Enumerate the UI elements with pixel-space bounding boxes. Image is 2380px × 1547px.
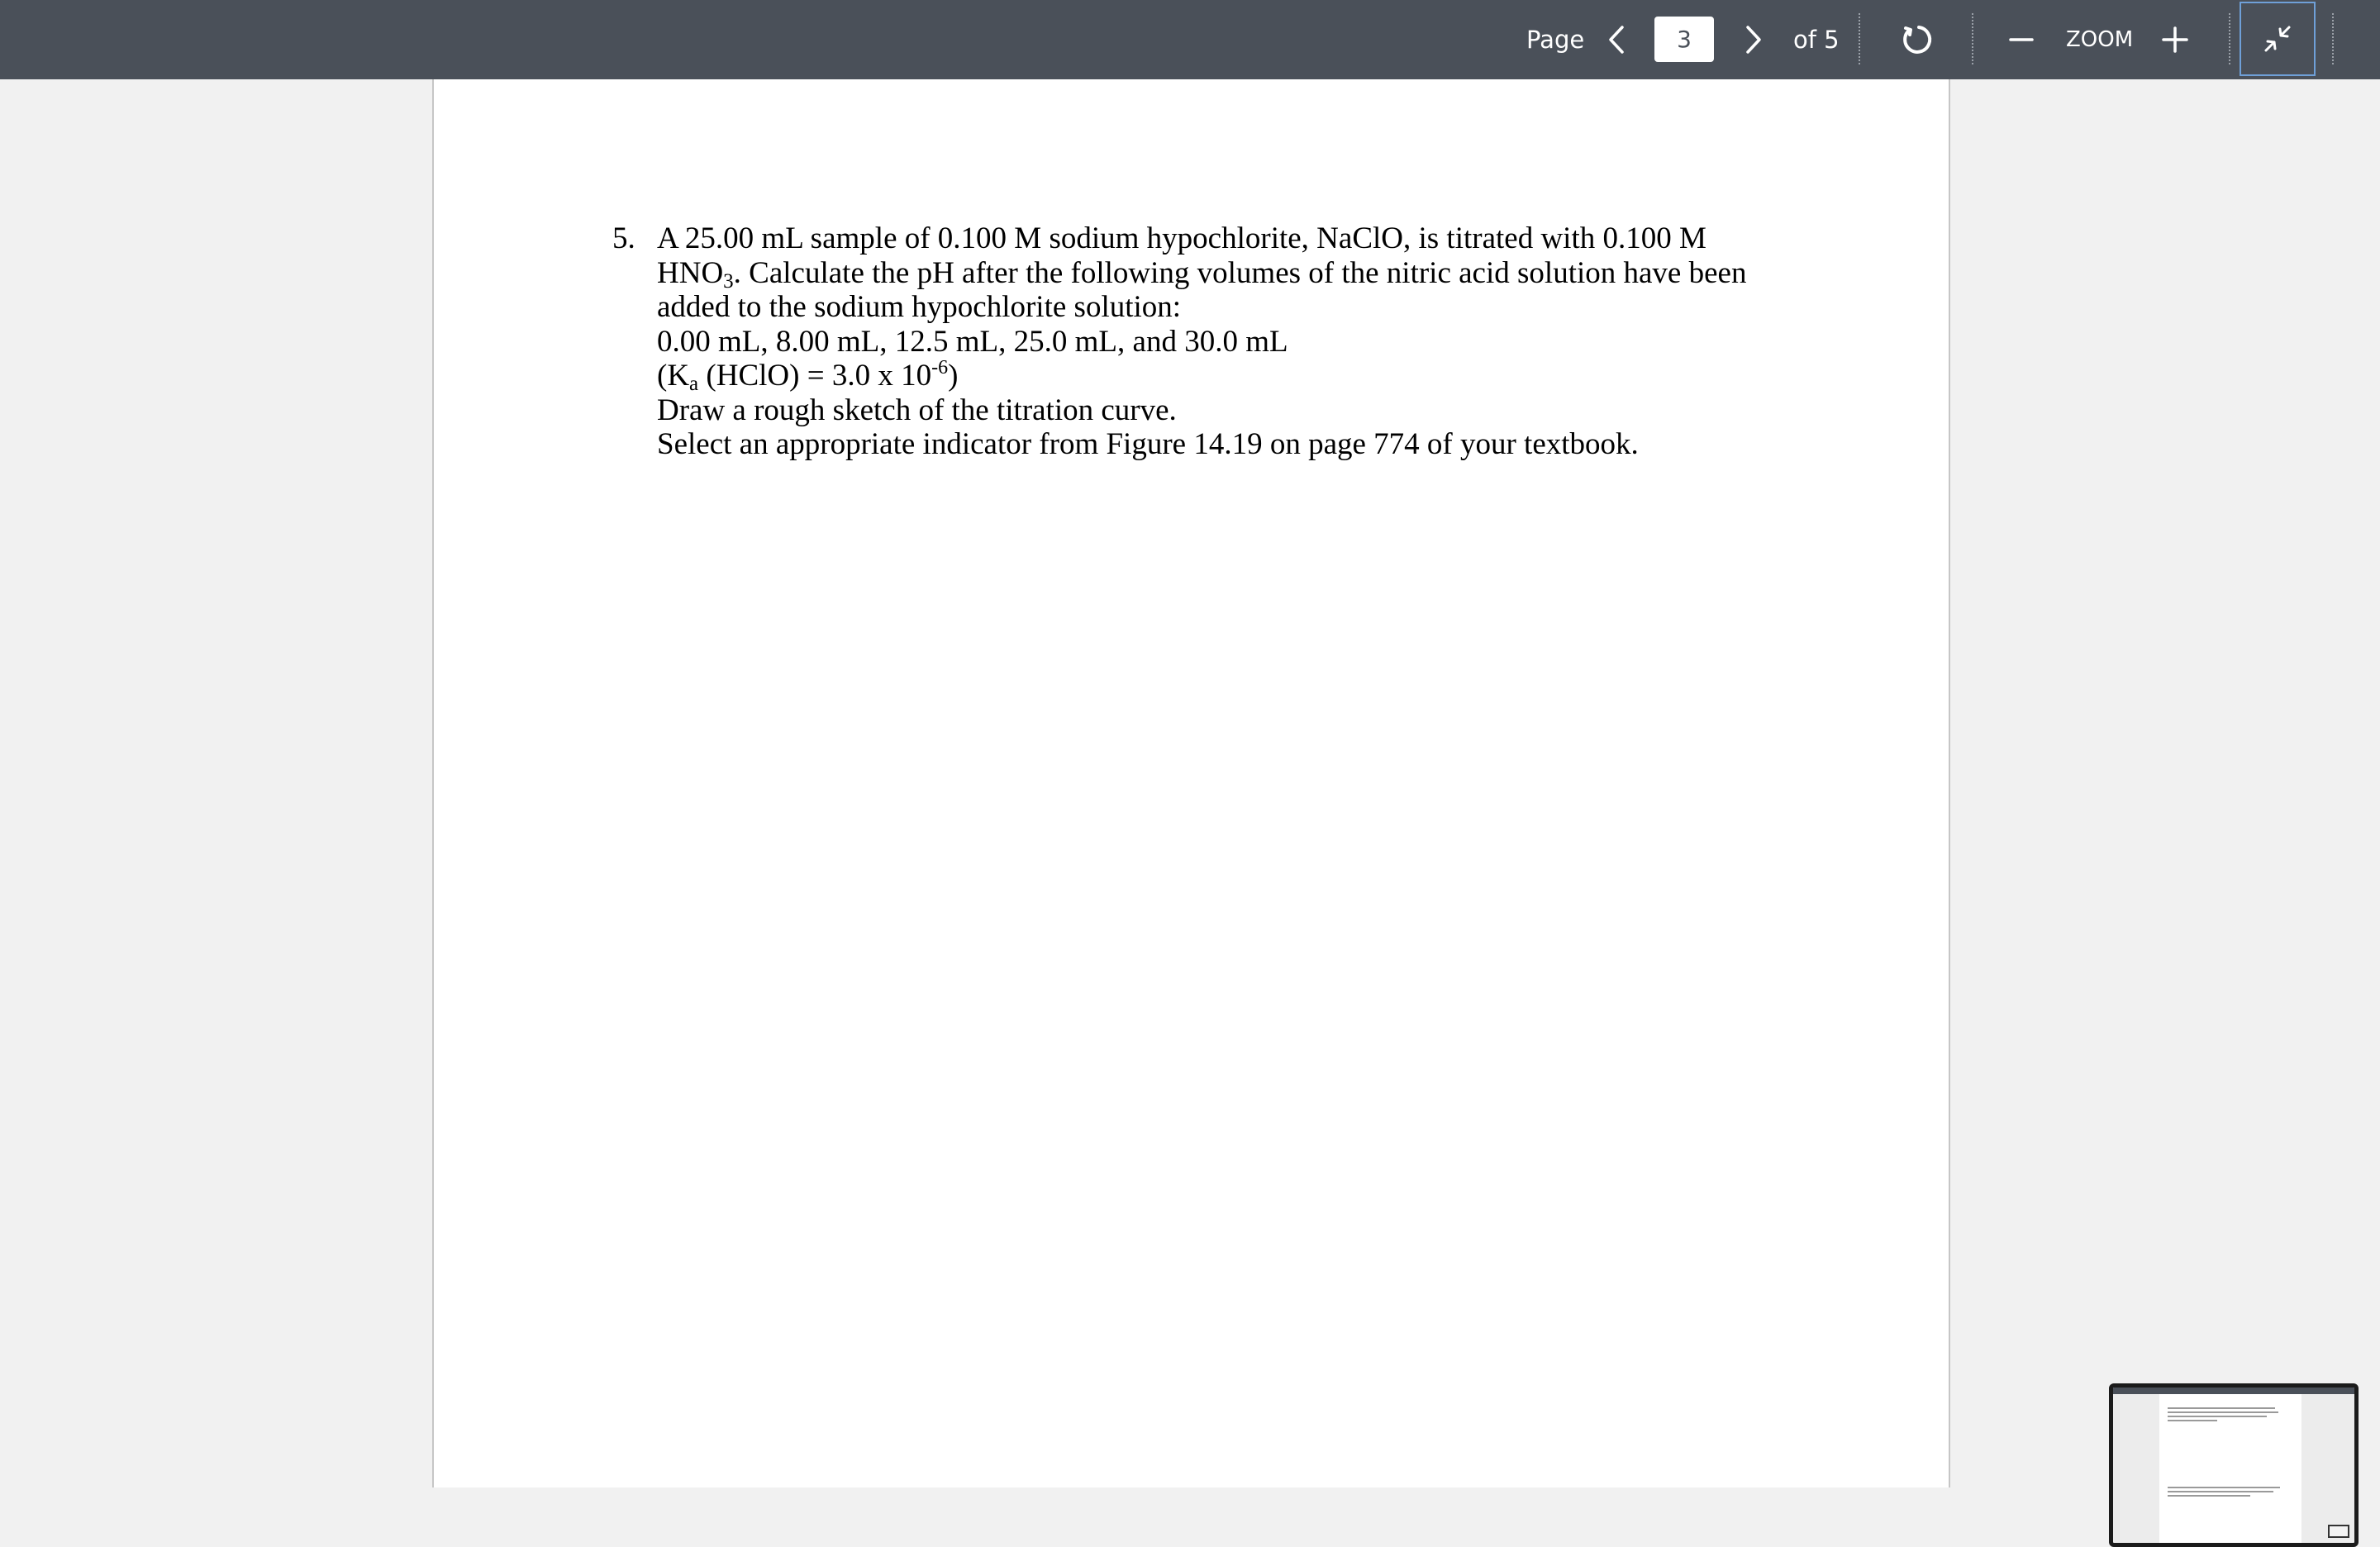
thumbnail-viewport-indicator[interactable] [2328,1525,2349,1538]
text-segment: ) [948,359,959,393]
minus-icon [2009,27,2034,52]
page-number-input[interactable] [1654,17,1714,62]
thumbnail-text-line [2168,1487,2280,1488]
chevron-left-icon [1607,25,1626,55]
thumbnail-text-line [2168,1416,2267,1417]
question-line: Draw a rough sketch of the titration curve. [657,393,1177,427]
toolbar-divider [2229,13,2230,64]
document-page [432,79,1950,1488]
zoom-in-button[interactable] [2157,0,2193,79]
text-segment: HNO [657,255,724,290]
subscript: 3 [723,269,734,293]
question-line [657,256,1880,291]
thumbnail-text-line [2168,1407,2275,1409]
zoom-out-button[interactable] [2005,0,2038,79]
text-segment: (HClO) = 3.0 x 10 [698,359,932,393]
collapse-arrows-icon [2261,22,2294,55]
page-count-label: of 5 [1793,26,1840,54]
thumbnail-page [2159,1394,2301,1545]
toolbar-divider [1972,13,1973,64]
superscript: -6 [931,357,949,378]
thumbnail-text-line [2168,1491,2273,1492]
question-number: 5. [612,221,635,255]
next-page-button[interactable] [1737,0,1770,79]
thumbnail-text-line [2168,1411,2278,1413]
rotate-button[interactable] [1897,0,1939,79]
text-segment: . Calculate the pH after the following volumes of the nitric acid solution have been [733,255,1747,290]
fit-to-page-button[interactable] [2240,2,2316,76]
question-line [657,359,1880,393]
thumbnail-text-line [2168,1495,2250,1497]
chevron-right-icon [1745,25,1763,55]
previous-page-button[interactable] [1600,0,1633,79]
thumbnail-toolbar [2113,1388,2354,1394]
viewer-toolbar [0,0,2380,79]
subscript: a [689,373,699,395]
question-line: A 25.00 mL sample of 0.100 M sodium hypochlorite, NaClO, is titrated with 0.100 M [657,221,1706,255]
page-navigator-thumbnail[interactable] [2109,1383,2359,1547]
toolbar-divider [1859,13,1860,64]
question-line: Select an appropriate indicator from Figure 14.19 on page 774 of your textbook. [657,427,1639,461]
question-5 [612,221,1880,462]
question-line: added to the sodium hypochlorite solution: [657,290,1182,324]
page-label: Page [1526,26,1585,54]
rotate-icon [1901,22,1935,57]
thumbnail-text-line [2168,1420,2217,1421]
question-line: 0.00 mL, 8.00 mL, 12.5 mL, 25.0 mL, and 30.0 mL [657,324,1288,359]
plus-icon [2162,26,2188,53]
zoom-label: ZOOM [2066,27,2134,52]
document-viewer[interactable] [0,79,2380,1488]
text-segment: (K [657,359,690,393]
toolbar-divider [2332,13,2334,64]
